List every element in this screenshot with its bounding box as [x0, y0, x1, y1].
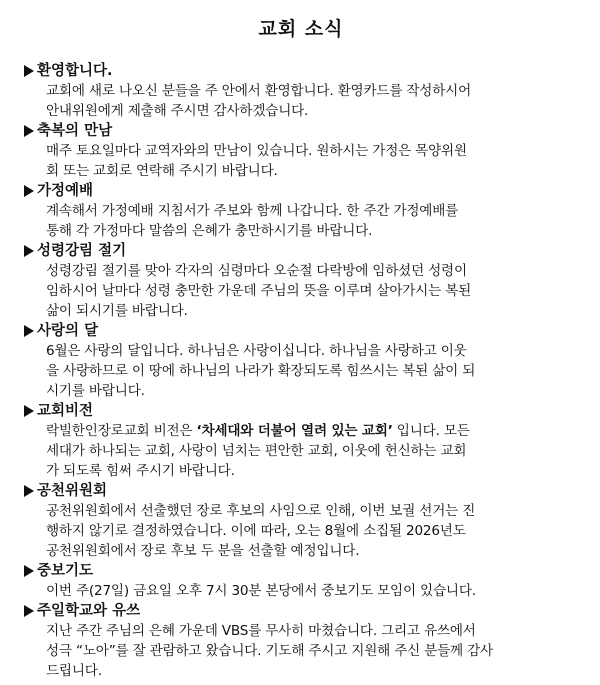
section-body: [24, 261, 578, 321]
section-body: [24, 341, 578, 401]
section-heading: [24, 181, 578, 201]
body-line: 임하시어 날마다 성령 충만한 가운데 주님의 뜻을 이루며 살아가시는 복된: [46, 283, 472, 299]
body-line: [46, 421, 578, 441]
section-heading: [24, 241, 578, 261]
section-heading: [24, 401, 578, 421]
body-line: 드립니다.: [46, 663, 102, 679]
section-heading-text: 주일학교와 유쓰: [37, 603, 141, 619]
body-line: 을 사랑하므로 이 땅에 하나님의 나라가 확장되도록 힘쓰시는 복된 삶이 되: [46, 363, 476, 379]
body-text: 락빌한인장로교회 비전은: [46, 423, 197, 439]
section-body: [24, 201, 578, 241]
news-section-family-worship: [24, 181, 578, 241]
triangle-bullet-icon: [24, 185, 34, 197]
news-section-month-of-love: [24, 321, 578, 401]
body-line: 성극 “노아”를 잘 관람하고 왔습니다. 기도해 주시고 지원해 주신 분들께 감사: [46, 643, 493, 659]
news-section-blessing-meeting: [24, 121, 578, 181]
body-line: 세대가 하나되는 교회, 사랑이 넘치는 편안한 교회, 이웃에 헌신하는 교회: [46, 443, 467, 459]
news-section-nominating-committee: [24, 481, 578, 561]
body-line: 공천위원회에서 장로 후보 두 분을 선출할 예정입니다.: [46, 543, 360, 559]
triangle-bullet-icon: [24, 605, 34, 617]
section-heading-text: 중보기도: [37, 563, 94, 579]
section-heading: [24, 121, 578, 141]
body-line: 시기를 바랍니다.: [46, 383, 145, 399]
news-section-church-vision: [24, 401, 578, 481]
triangle-bullet-icon: [24, 245, 34, 257]
section-body: [24, 421, 578, 481]
triangle-bullet-icon: [24, 405, 34, 417]
section-body: [24, 81, 578, 121]
body-line: 공천위원회에서 선출했던 장로 후보의 사임으로 인해, 이번 보궐 선거는 진: [46, 503, 476, 519]
vision-statement: ‘차세대와 더불어 열려 있는 교회’: [196, 423, 393, 439]
body-line: 계속해서 가정예배 지침서가 주보와 함께 나갑니다. 한 주간 가정예배를: [46, 203, 459, 219]
triangle-bullet-icon: [24, 65, 34, 77]
triangle-bullet-icon: [24, 565, 34, 577]
section-heading-text: 사랑의 달: [37, 323, 99, 339]
section-body: [24, 501, 578, 561]
news-section-pentecost: [24, 241, 578, 321]
news-section-intercessory-prayer: [24, 561, 578, 601]
section-heading: [24, 61, 578, 81]
body-line: 통해 각 가정마다 말씀의 은혜가 충만하시기를 바랍니다.: [46, 223, 373, 239]
body-line: 성령강림 절기를 맞아 각자의 심령마다 오순절 다락방에 임하셨던 성령이: [46, 263, 467, 279]
section-body: [24, 141, 578, 181]
section-body: [24, 621, 578, 681]
news-section-sunday-school-youth: [24, 601, 578, 681]
body-text: 입니다. 모든: [392, 423, 470, 439]
section-body: [24, 581, 578, 601]
triangle-bullet-icon: [24, 125, 34, 137]
body-line: 6월은 사랑의 달입니다. 하나님은 사랑이십니다. 하나님을 사랑하고 이웃: [46, 343, 467, 359]
section-heading-text: 축복의 만남: [37, 123, 113, 139]
triangle-bullet-icon: [24, 325, 34, 337]
section-heading: [24, 321, 578, 341]
section-heading-text: 공천위원회: [37, 483, 108, 499]
body-line: 지난 주간 주님의 은혜 가운데 VBS를 무사히 마쳤습니다. 그리고 유쓰에서: [46, 623, 476, 639]
section-heading-text: 성령강림 절기: [37, 243, 127, 259]
body-line: 삶이 되시기를 바랍니다.: [46, 303, 188, 319]
section-heading: [24, 481, 578, 501]
section-heading-text: 환영합니다.: [37, 63, 113, 79]
section-heading-text: 교회비전: [37, 403, 94, 419]
section-heading: [24, 561, 578, 581]
section-heading: [24, 601, 578, 621]
body-line: 교회에 새로 나오신 분들을 주 안에서 환영합니다. 환영카드를 작성하시어: [46, 83, 472, 99]
body-line: 회 또는 교회로 연락해 주시기 바랍니다.: [46, 163, 278, 179]
page-title: 교회 소식: [258, 18, 344, 40]
body-line: 매주 토요일마다 교역자와의 만남이 있습니다. 원하시는 가정은 목양위원: [46, 143, 467, 159]
section-heading-text: 가정예배: [37, 183, 94, 199]
body-line: 가 되도록 힘써 주시기 바랍니다.: [46, 463, 235, 479]
triangle-bullet-icon: [24, 485, 34, 497]
body-line: 안내위원에게 제출해 주시면 감사하겠습니다.: [46, 103, 309, 119]
body-line: 이번 주(27일) 금요일 오후 7시 30분 본당에서 중보기도 모임이 있습니다.: [46, 583, 476, 599]
news-section-welcome: [24, 61, 578, 121]
body-line: 행하지 않기로 결정하였습니다. 이에 따라, 오는 8월에 소집될 2026년도: [46, 523, 466, 539]
